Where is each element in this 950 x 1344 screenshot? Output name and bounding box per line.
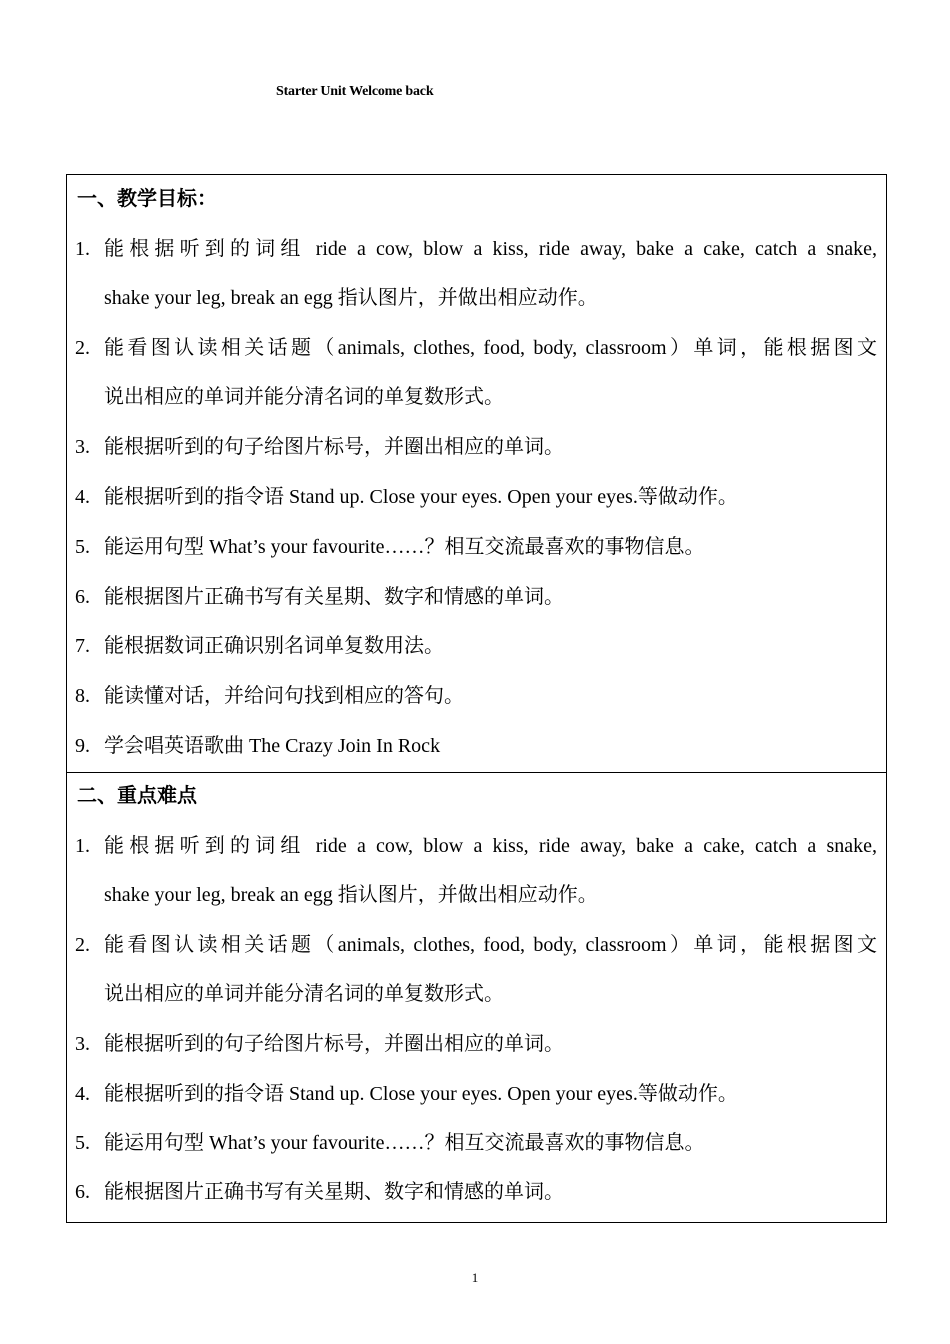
list-item-number: 2.: [75, 337, 90, 359]
list-item-text: 能看图认读相关话题（animals, clothes, food, body, classroom）单词，能根据图文: [104, 934, 877, 956]
list-item-text: 学会唱英语歌曲 The Crazy Join In Rock: [104, 735, 441, 757]
list-item-number: 1.: [75, 238, 90, 260]
key-points-section: [67, 773, 886, 1222]
list-item-number: 3.: [75, 436, 90, 458]
list-item-number: 4.: [75, 486, 90, 508]
list-item-text: 能根据数词正确识别名词单复数用法。: [104, 635, 444, 657]
list-item-text: 能根据听到的句子给图片标号，并圈出相应的单词。: [104, 436, 564, 458]
list-item-number: 1.: [75, 835, 90, 857]
list-item-text: 说出相应的单词并能分清名词的单复数形式。: [104, 386, 504, 408]
list-item-text: 能运用句型 What’s your favourite……？相互交流最喜欢的事物信息。: [104, 1132, 705, 1154]
teaching-objectives-section: [67, 175, 886, 773]
list-item-text: shake your leg, break an egg 指认图片，并做出相应动作。: [104, 884, 598, 906]
list-item-number: 7.: [75, 635, 90, 657]
list-item-text: 能读懂对话，并给问句找到相应的答句。: [104, 685, 464, 707]
page-number: 1: [471, 1270, 479, 1285]
list-item-text: 能根据听到的句子给图片标号，并圈出相应的单词。: [104, 1033, 564, 1055]
list-item-text: 能根据图片正确书写有关星期、数字和情感的单词。: [104, 586, 564, 608]
list-item-number: 8.: [75, 685, 90, 707]
list-item-number: 5.: [75, 536, 90, 558]
list-item-number: 4.: [75, 1083, 90, 1105]
list-item-text: 说出相应的单词并能分清名词的单复数形式。: [104, 983, 504, 1005]
list-item-text: 能根据图片正确书写有关星期、数字和情感的单词。: [104, 1181, 564, 1203]
content-table: [66, 174, 887, 1223]
list-item-text: 能根据听到的词组 ride a cow, blow a kiss, ride away, bake a cake, catch a snake,: [104, 835, 877, 857]
section-heading: 一、教学目标：: [77, 188, 217, 210]
list-item-number: 6.: [75, 1181, 90, 1203]
list-item-text: 能看图认读相关话题（animals, clothes, food, body, classroom）单词，能根据图文: [104, 337, 877, 359]
section-heading: 二、重点难点: [77, 785, 197, 807]
list-item-text: 能根据听到的指令语 Stand up. Close your eyes. Open your eyes.等做动作。: [104, 486, 738, 508]
list-item-text: 能运用句型 What’s your favourite……？相互交流最喜欢的事物信息。: [104, 536, 705, 558]
list-item-number: 2.: [75, 934, 90, 956]
list-item-number: 9.: [75, 735, 90, 757]
list-item-text: 能根据听到的词组 ride a cow, blow a kiss, ride away, bake a cake, catch a snake,: [104, 238, 877, 260]
list-item-number: 3.: [75, 1033, 90, 1055]
document-title: Starter Unit Welcome back: [276, 84, 434, 99]
list-item-number: 5.: [75, 1132, 90, 1154]
list-item-number: 6.: [75, 586, 90, 608]
list-item-text: shake your leg, break an egg 指认图片，并做出相应动作。: [104, 287, 598, 309]
list-item-text: 能根据听到的指令语 Stand up. Close your eyes. Open your eyes.等做动作。: [104, 1083, 738, 1105]
